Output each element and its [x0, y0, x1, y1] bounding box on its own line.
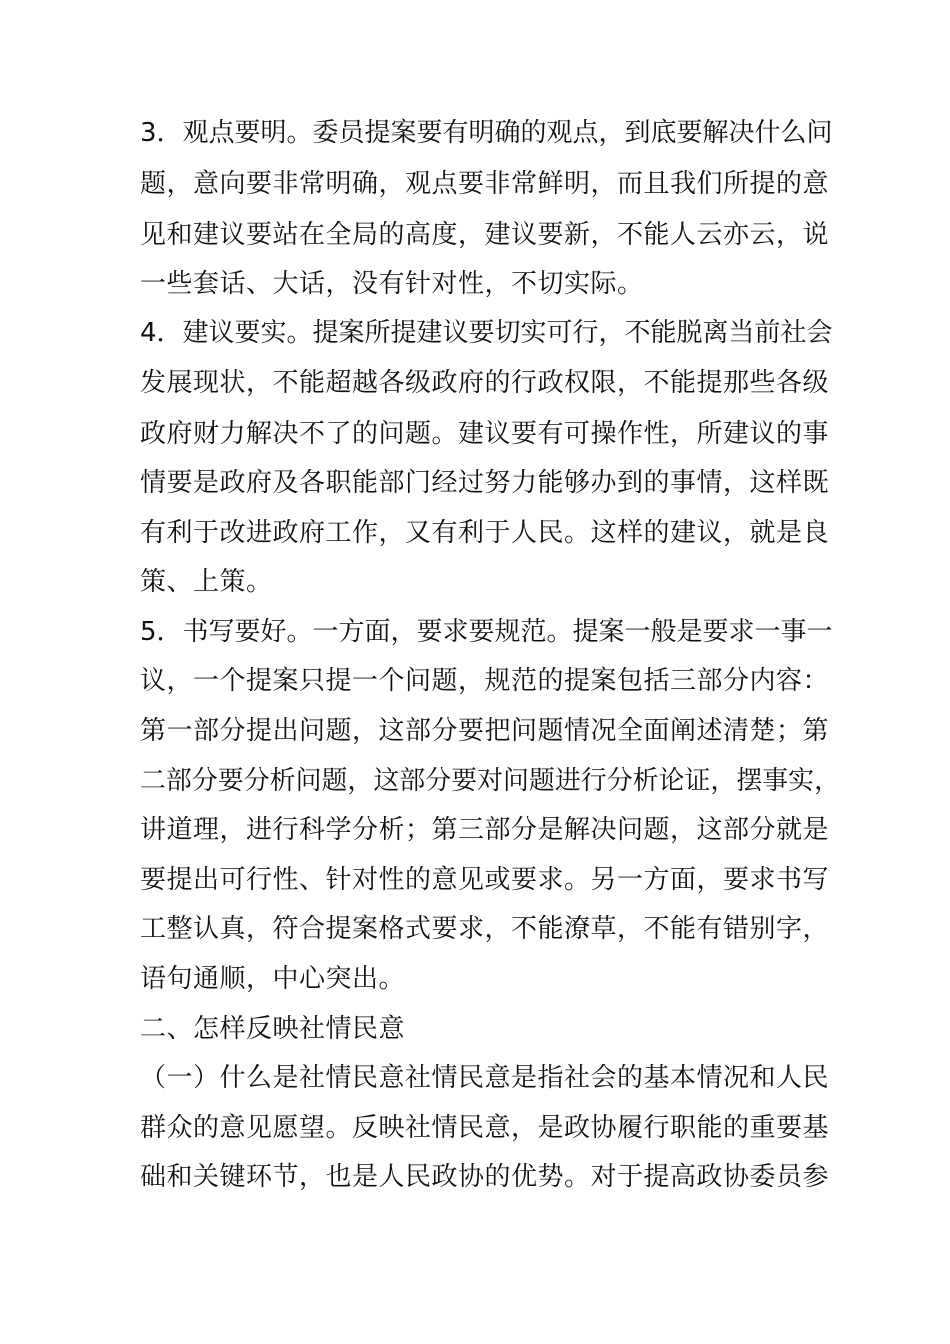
text-line: 工整认真，符合提案格式要求，不能潦草，不能有错别字， — [140, 914, 830, 944]
text-line: 策、上策。 — [140, 567, 273, 597]
text-line: 发展现状，不能超越各级政府的行政权限，不能提那些各级 — [140, 368, 830, 398]
text-line: 二部分要分析问题，这部分要对问题进行分析论证，摆事实， — [140, 766, 841, 796]
text-line: 有利于改进政府工作，又有利于人民。这样的建议，就是良 — [140, 518, 830, 548]
text-line: 础和关键环节，也是人民政协的优势。对于提高政协委员参 — [140, 1162, 830, 1192]
text-line: 政府财力解决不了的问题。建议要有可操作性，所建议的事 — [140, 419, 830, 449]
text-line: 讲道理，进行科学分析；第三部分是解决问题，这部分就是 — [140, 815, 830, 845]
text-line: 4．建议要实。提案所提建议要切实可行，不能脱离当前社会 — [140, 318, 833, 348]
text-line: （一）什么是社情民意社情民意是指社会的基本情况和人民 — [140, 1063, 830, 1093]
text-line: 一些套话、大话，没有针对性，不切实际。 — [140, 269, 644, 299]
text-line: 题，意向要非常明确，观点要非常鲜明，而且我们所提的意 — [140, 169, 830, 199]
text-line: 第一部分提出问题，这部分要把问题情况全面阐述清楚；第 — [140, 716, 830, 746]
text-line: 群众的意见愿望。反映社情民意，是政协履行职能的重要基 — [140, 1113, 830, 1143]
text-line: 5．书写要好。一方面，要求要规范。提案一般是要求一事一 — [140, 617, 833, 647]
text-line: 要提出可行性、针对性的意见或要求。另一方面，要求书写 — [140, 865, 830, 895]
text-line: 议，一个提案只提一个问题，规范的提案包括三部分内容： — [140, 666, 830, 696]
text-line: 情要是政府及各职能部门经过努力能够办到的事情，这样既 — [140, 468, 830, 498]
text-line: 见和建议要站在全局的高度，建议要新，不能人云亦云，说 — [140, 220, 830, 250]
text-line: 3．观点要明。委员提案要有明确的观点，到底要解决什么问 — [140, 118, 833, 148]
section-heading: 二、怎样反映社情民意 — [140, 1014, 406, 1044]
text-line: 语句通顺，中心突出。 — [140, 964, 406, 994]
